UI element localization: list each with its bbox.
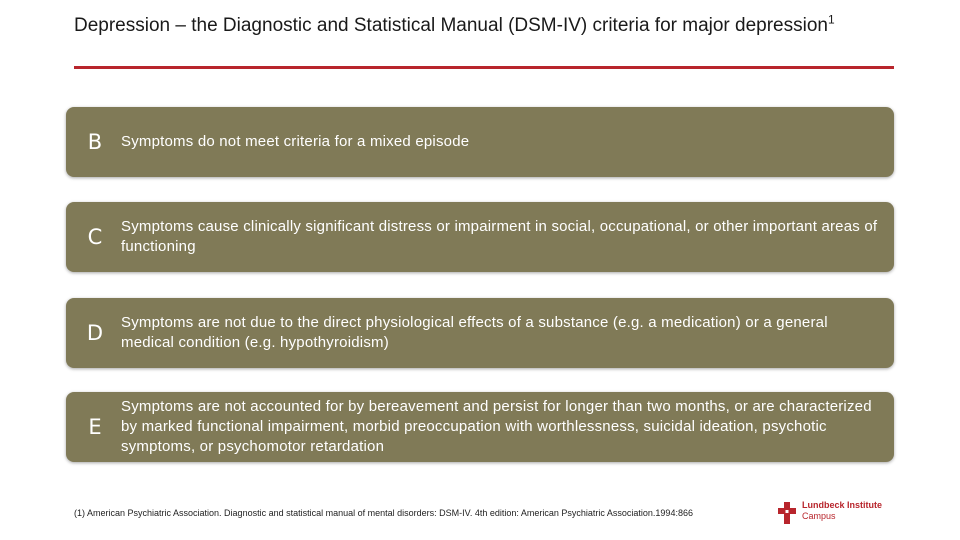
- lundbeck-logo: [776, 500, 906, 530]
- slide-title: [74, 14, 914, 37]
- reference-footnote: (1) American Psychiatric Association. Diagnostic and statistical manual of mental disorders: DSM-IV. 4th edition: American Psychiatric Association.1994:866: [74, 508, 693, 518]
- title-footnote-marker: 1: [827, 12, 835, 27]
- criterion-b-box: [66, 107, 894, 177]
- criterion-c-box: [66, 202, 894, 272]
- criterion-c-text-content: Symptoms cause clinically significant distress or impairment in social, occupational, or other important areas of functioning: [121, 218, 878, 255]
- criterion-e-text: [121, 392, 878, 462]
- criterion-e-box: [66, 392, 894, 462]
- criterion-c-letter: C: [87, 225, 103, 249]
- slide-title-text: Depression – the Diagnostic and Statistical Manual (DSM-IV) criteria for major depression: [74, 15, 828, 36]
- criterion-d-text: [121, 298, 878, 368]
- logo-text: [802, 500, 882, 522]
- lundbeck-cross-icon: [776, 500, 798, 526]
- criterion-c-text: [121, 202, 878, 272]
- criterion-b-text-content: Symptoms do not meet criteria for a mixed episode: [121, 133, 470, 150]
- logo-name: Lundbeck Institute: [802, 500, 883, 510]
- criterion-b-text: [121, 107, 878, 177]
- criterion-d-box: [66, 298, 894, 368]
- criterion-d-text-content: Symptoms are not due to the direct physiological effects of a substance (e.g. a medication) or a general medical condition (e.g. hypothyroidism): [121, 314, 828, 351]
- criterion-e-text-content: Symptoms are not accounted for by bereavement and persist for longer than two months, or are characterized by marked functional impairment, morbid preoccupation with worthlessness, suicidal ideation, psychotic symptoms, or psychomotor retardation: [121, 398, 872, 455]
- criterion-b-letter: B: [87, 130, 103, 154]
- criterion-d-letter: D: [86, 321, 104, 345]
- title-divider: [74, 66, 894, 69]
- logo-sub: Campus: [802, 511, 836, 521]
- criterion-e-letter: E: [88, 415, 102, 439]
